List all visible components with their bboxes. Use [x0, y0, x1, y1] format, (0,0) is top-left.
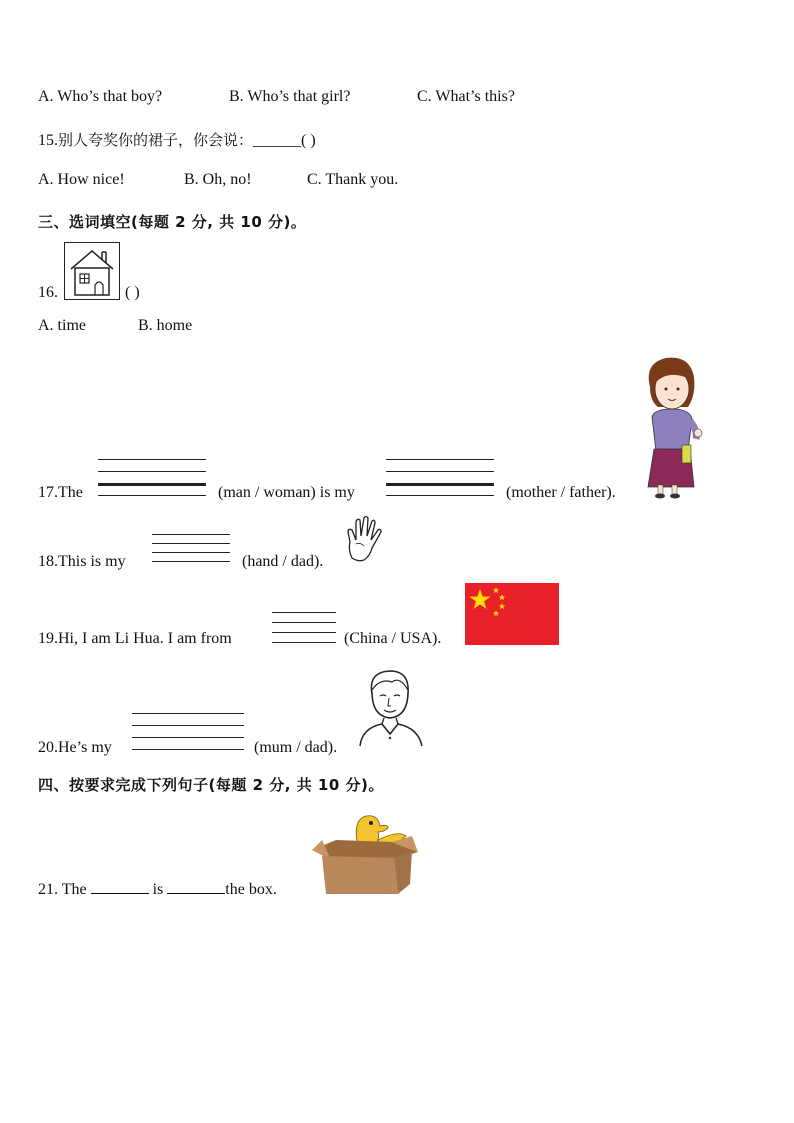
q18-prefix: 18.This is my: [38, 553, 126, 570]
q15-option-c: C. Thank you.: [307, 171, 399, 188]
q14-option-b: B. Who’s that girl?: [229, 88, 351, 105]
q16-option-a: A. time: [38, 317, 86, 334]
q16-number: 16.: [38, 284, 58, 301]
answer-paren: ( ): [301, 132, 316, 149]
q17-choice-2: (mother / father).: [506, 484, 616, 501]
q17-writing-lines-1[interactable]: [98, 459, 206, 499]
q19-writing-lines[interactable]: [272, 612, 336, 644]
q21-suffix: the box.: [225, 881, 277, 898]
house-picture: [64, 242, 120, 300]
q20-writing-lines[interactable]: [132, 713, 244, 753]
house-icon: [65, 243, 119, 299]
question-number: 15.: [38, 132, 58, 149]
woman-icon: [638, 355, 710, 500]
q15-option-b: B. Oh, no!: [184, 171, 252, 188]
man-icon: [358, 668, 424, 748]
china-flag-picture: [465, 583, 559, 645]
woman-picture: [638, 355, 710, 500]
q21-prefix: 21. The: [38, 881, 87, 898]
duck-in-box-icon: [308, 810, 420, 896]
question-15: [38, 129, 316, 151]
q21-blank-1[interactable]: [91, 879, 149, 894]
china-flag-icon: [465, 583, 559, 645]
question-21: [38, 879, 277, 900]
duck-in-box-picture: [308, 810, 420, 896]
q20-prefix: 20.He’s my: [38, 739, 112, 756]
q15-option-a: A. How nice!: [38, 171, 125, 188]
q21-blank-2[interactable]: [167, 879, 225, 894]
q19-prefix: 19.Hi, I am Li Hua. I am from: [38, 630, 232, 647]
section-4-heading: 四、按要求完成下列句子(每题 2 分, 共 10 分)。: [38, 776, 384, 794]
q16-paren: ( ): [125, 284, 140, 301]
q18-writing-lines[interactable]: [152, 534, 230, 564]
q18-choice: (hand / dad).: [242, 553, 324, 570]
q21-mid: is: [152, 881, 164, 898]
q14-option-c: C. What’s this?: [417, 88, 515, 105]
hand-picture: [344, 514, 388, 564]
man-picture: [358, 668, 424, 748]
q17-choice-1: (man / woman) is my: [218, 484, 355, 501]
question-prompt: 别人夸奖你的裙子，你会说：: [58, 131, 254, 149]
q17-prefix: 17.The: [38, 484, 83, 501]
q16-option-b: B. home: [138, 317, 193, 334]
q20-choice: (mum / dad).: [254, 739, 338, 756]
q14-option-a: A. Who’s that boy?: [38, 88, 163, 105]
q17-writing-lines-2[interactable]: [386, 459, 494, 499]
section-3-heading: 三、选词填空(每题 2 分, 共 10 分)。: [38, 213, 307, 231]
answer-blank: ______: [253, 132, 302, 149]
hand-icon: [344, 514, 388, 564]
q19-choice: (China / USA).: [344, 630, 442, 647]
